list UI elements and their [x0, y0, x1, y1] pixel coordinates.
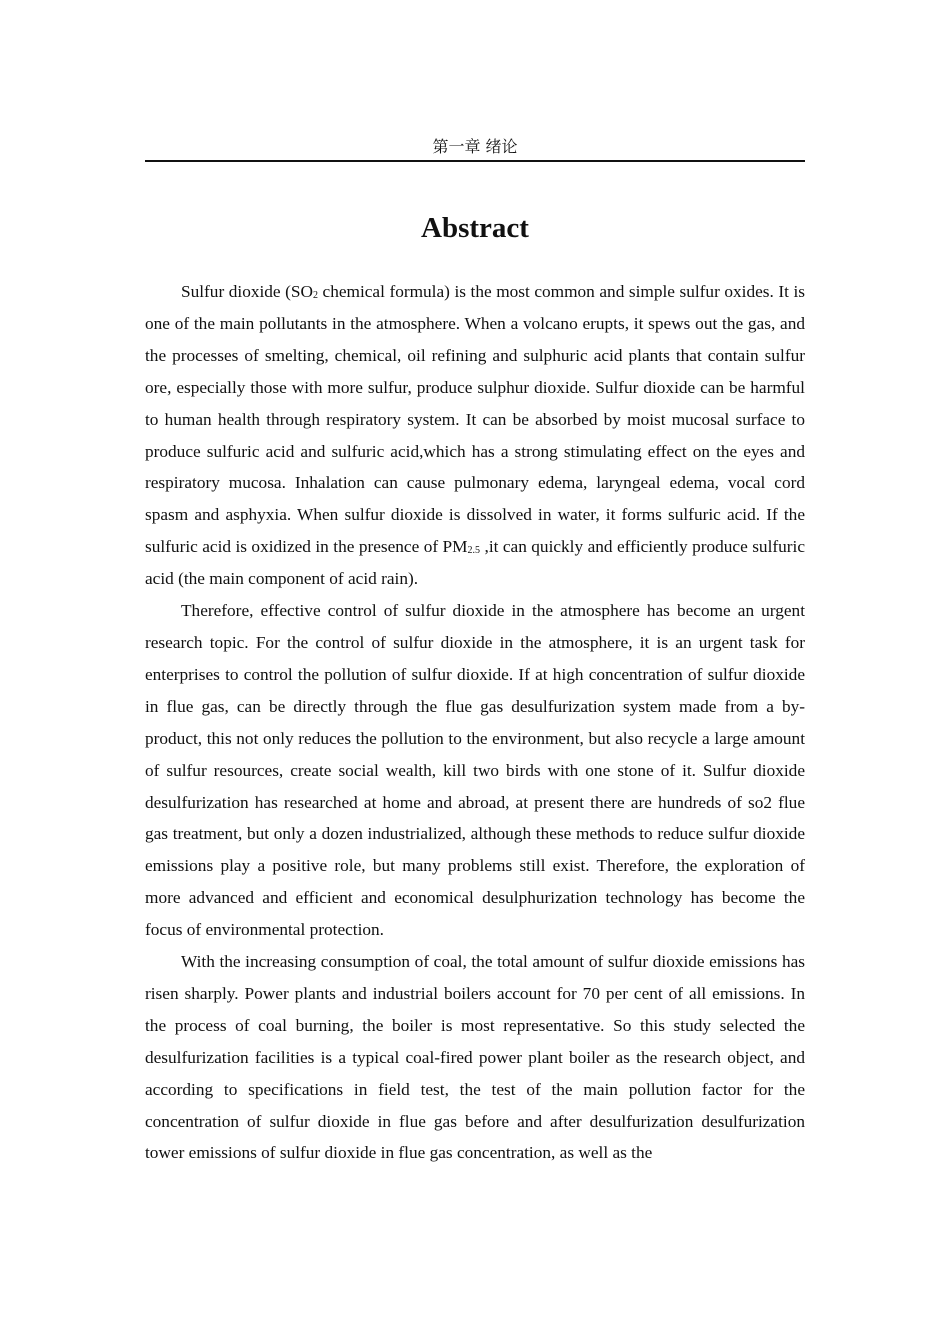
page-title: Abstract	[421, 212, 529, 244]
paragraph-1-text-c: ,it can quickly and efficiently produce sulfuric acid (the main component of acid rain).	[145, 537, 805, 589]
paragraph-1-text-a: Sulfur dioxide (SO	[181, 282, 313, 301]
abstract-body	[145, 276, 805, 1169]
running-header: 第一章 绪论	[145, 136, 805, 162]
paragraph-3: With the increasing consumption of coal, the total amount of sulfur dioxide emissions has risen sharply. Power plants and industrial boilers account for 70 per cent of all emissions. In the process of coal burning, the boiler is most representative. So this study selected the desulfurization facilities is a typical coal-fired power plant boiler as the research object, and according to specifications in field test, the test of the main pollution factor for the concentration of sulfur dioxide in flue gas before and after desulfurization desulfurization tower emissions of sulfur dioxide in flue gas concentration, as well as the	[145, 952, 805, 1163]
so2-subscript: 2	[312, 290, 318, 301]
paragraph-1-text-b: chemical formula) is the most common and simple sulfur oxides. It is one of the main pollutants in the atmosphere. When a volcano erupts, it spews out the gas, and the processes of smelting, chemical, oil refining and sulphuric acid plants that contain sulfur ore, especially those with more sulfur, produce sulphur dioxide. Sulfur dioxide can be harmful to human health through respiratory system. It can be absorbed by moist mucosal surface to produce sulfuric acid and sulfuric acid,which has a strong stimulating effect on the eyes and respiratory mucosa. Inhalation can cause pulmonary edema, laryngeal edema, vocal cord spasm and asphyxia. When sulfur dioxide is dissolved in water, it forms sulfuric acid. If the sulfuric acid is oxidized in the presence of PM	[145, 282, 805, 557]
paragraph-2: Therefore, effective control of sulfur dioxide in the atmosphere has become an urgent research topic. For the control of sulfur dioxide in the atmosphere, it is an urgent task for enterprises to control the pollution of sulfur dioxide. If at high concentration of sulfur dioxide in flue gas, can be directly through the flue gas desulfurization system made from a by-product, this not only reduces the pollution to the environment, but also recycle a large amount of sulfur resources, create social wealth, kill two birds with one stone of it. Sulfur dioxide desulfurization has researched at home and abroad, at present there are hundreds of so2 flue gas treatment, but only a dozen industrialized, although these methods to reduce sulfur dioxide emissions play a positive role, but many problems still exist. Therefore, the exploration of more advanced and efficient and economical desulphurization technology has become the focus of environmental protection.	[145, 601, 805, 940]
paragraph-1	[145, 276, 805, 595]
pm25-subscript: 2.5	[467, 545, 481, 557]
